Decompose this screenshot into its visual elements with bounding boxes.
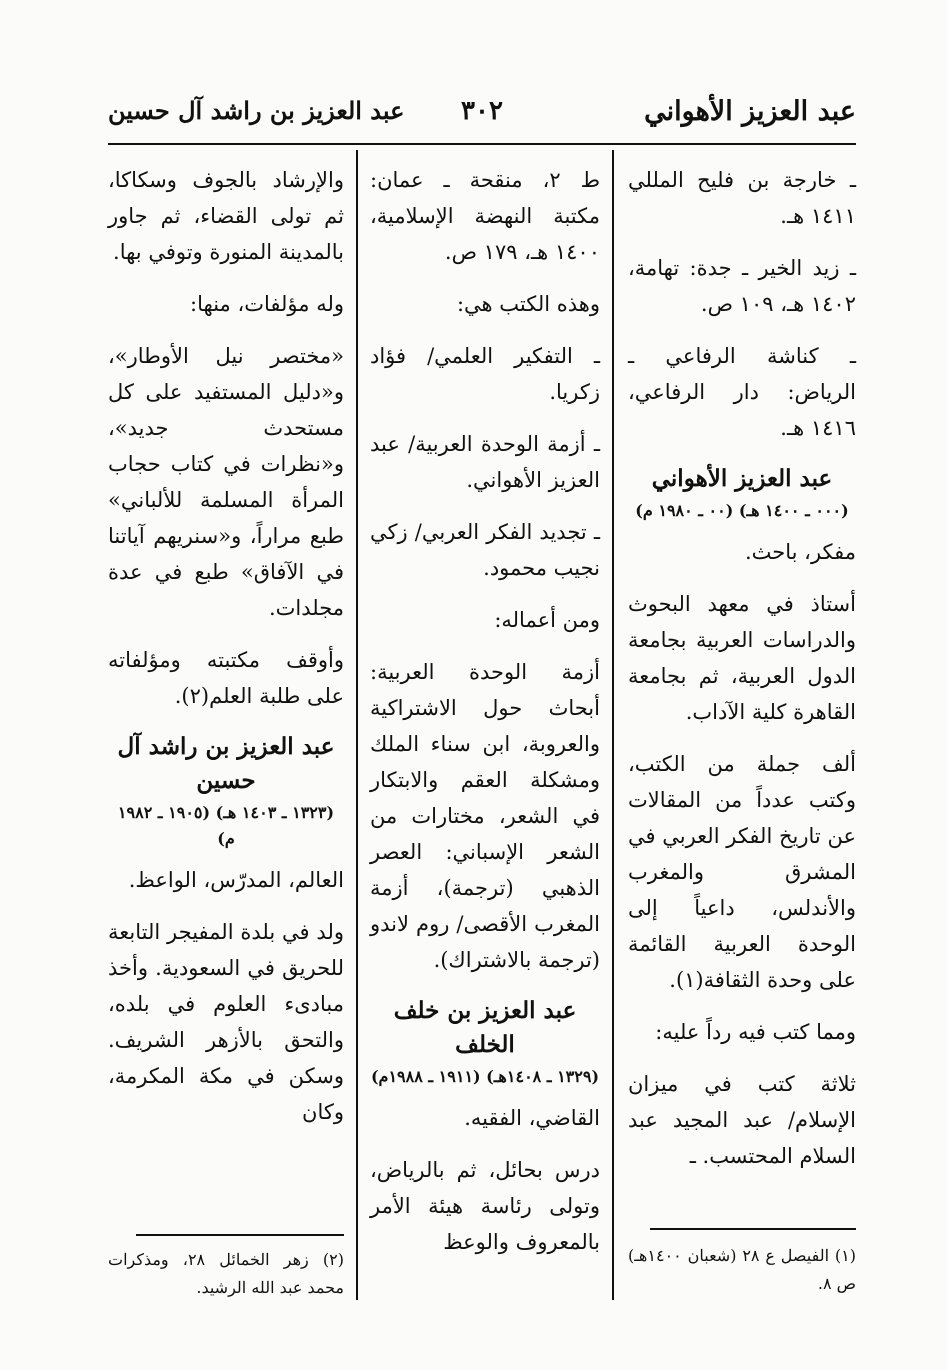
paragraph: ومما كتب فيه رداً عليه: [655, 1020, 856, 1044]
running-head-right: عبد العزيز الأهواني [644, 96, 856, 127]
paragraph: وله مؤلفات، منها: [190, 292, 344, 316]
page-header [108, 96, 856, 136]
paragraph: وأوقف مكتبته ومؤلفاته على طلبة العلم(٢). [108, 648, 344, 708]
paragraph: «مختصر نيل الأوطار»، و«دليل المستفيد على كل مستحدث جديد»، و«نظرات في كتاب حجاب المرأة المسلمة للألباني» طبع مراراً، و«سنريهم آياتنا في الآفاق» طبع في عدة مجلدات. [108, 344, 344, 620]
paragraph: ألف جملة من الكتب، وكتب عدداً من المقالات عن تاريخ الفكر العربي في المشرق والمغرب والأندلس، داعياً إلى الوحدة العربية القائمة على وحدة الثقافة(١). [628, 752, 856, 992]
paragraph: درس بحائل، ثم بالرياض، وتولى رئاسة هيئة الأمر بالمعروف والوعظ [370, 1158, 600, 1254]
entry-dates: (٠٠٠ ـ ١٤٠٠ هـ) (٠٠ ـ ١٩٨٠ م) [635, 501, 849, 520]
paragraph: أزمة الوحدة العربية: أبحاث حول الاشتراكية والعروبة، ابن سناء الملك ومشكلة العقم والابتكار في الشعر، مختارات من الشعر الإسباني: العصر الذهبي (ترجمة)، أزمة المغرب الأقصى/ روم لاندو (ترجمة بالاشتراك). [370, 660, 600, 972]
paragraph: ومن أعماله: [494, 608, 600, 632]
header-rule [108, 143, 856, 145]
paragraph: ـ خارجة بن فليح المللي ١٤١١ هـ. [628, 168, 856, 228]
paragraph: ط ٢، منقحة ـ عمان: مكتبة النهضة الإسلامية، ١٤٠٠ هـ، ١٧٩ ص. [370, 168, 600, 264]
column-divider [612, 150, 614, 1300]
entry-title: عبد العزيز بن راشد آل حسين [117, 733, 335, 794]
paragraph: والإرشاد بالجوف وسكاكا، ثم تولى القضاء، ثم جاور بالمدينة المنورة وتوفي بها. [108, 168, 344, 264]
paragraph: ولد في بلدة المفيجر التابعة للحريق في السعودية. وأخذ مبادىء العلوم في بلده، والتحق بالأزهر الشريف. وسكن في مكة المكرمة، وكان [108, 920, 344, 1124]
paragraph: أستاذ في معهد البحوث والدراسات العربية بجامعة الدول العربية، ثم بجامعة القاهرة كلية الآداب. [628, 592, 856, 724]
footnote-rule [650, 1228, 856, 1230]
footnote: (٢) زهر الخمائل ٢٨، ومذكرات محمد عبد الله الرشيد. [108, 1250, 344, 1297]
running-head-left: عبد العزيز بن راشد آل حسين [108, 96, 405, 125]
paragraph: ـ التفكير العلمي/ فؤاد زكريا. [370, 344, 600, 404]
paragraph: العالم، المدرّس، الواعظ. [128, 868, 344, 892]
entry-title: عبد العزيز بن خلف الخلف [393, 997, 577, 1058]
column-left [108, 162, 344, 1146]
column-right [628, 162, 856, 1190]
paragraph: ـ تجديد الفكر العربي/ زكي نجيب محمود. [370, 520, 600, 580]
entry-title: عبد العزيز الأهواني [651, 465, 833, 492]
column-divider [356, 150, 358, 1300]
entry-dates: (١٣٢٩ ـ ١٤٠٨هـ) (١٩١١ ـ ١٩٨٨م) [370, 1067, 600, 1086]
column-middle [370, 162, 600, 1276]
paragraph: ـ كناشة الرفاعي ـ الرياض: دار الرفاعي، ١٤١٦ هـ. [628, 344, 856, 440]
page-number: ٣٠٢ [461, 96, 503, 126]
footnote-rule [136, 1234, 344, 1236]
paragraph: ثلاثة كتب في ميزان الإسلام/ عبد المجيد عبد السلام المحتسب. ـ [628, 1072, 856, 1168]
paragraph: وهذه الكتب هي: [456, 292, 600, 316]
paragraph: القاضي، الفقيه. [464, 1106, 600, 1130]
entry-dates: (١٣٢٣ ـ ١٤٠٣ هـ) (١٩٠٥ ـ ١٩٨٢ م) [117, 803, 335, 848]
paragraph: مفكر، باحث. [744, 540, 856, 564]
footnote: (١) الفيصل ع ٢٨ (شعبان ١٤٠٠هـ) ص ٨. [628, 1246, 857, 1293]
paragraph: ـ زيد الخير ـ جدة: تهامة، ١٤٠٢ هـ، ١٠٩ ص. [628, 256, 856, 316]
paragraph: ـ أزمة الوحدة العربية/ عبد العزيز الأهواني. [370, 432, 600, 492]
